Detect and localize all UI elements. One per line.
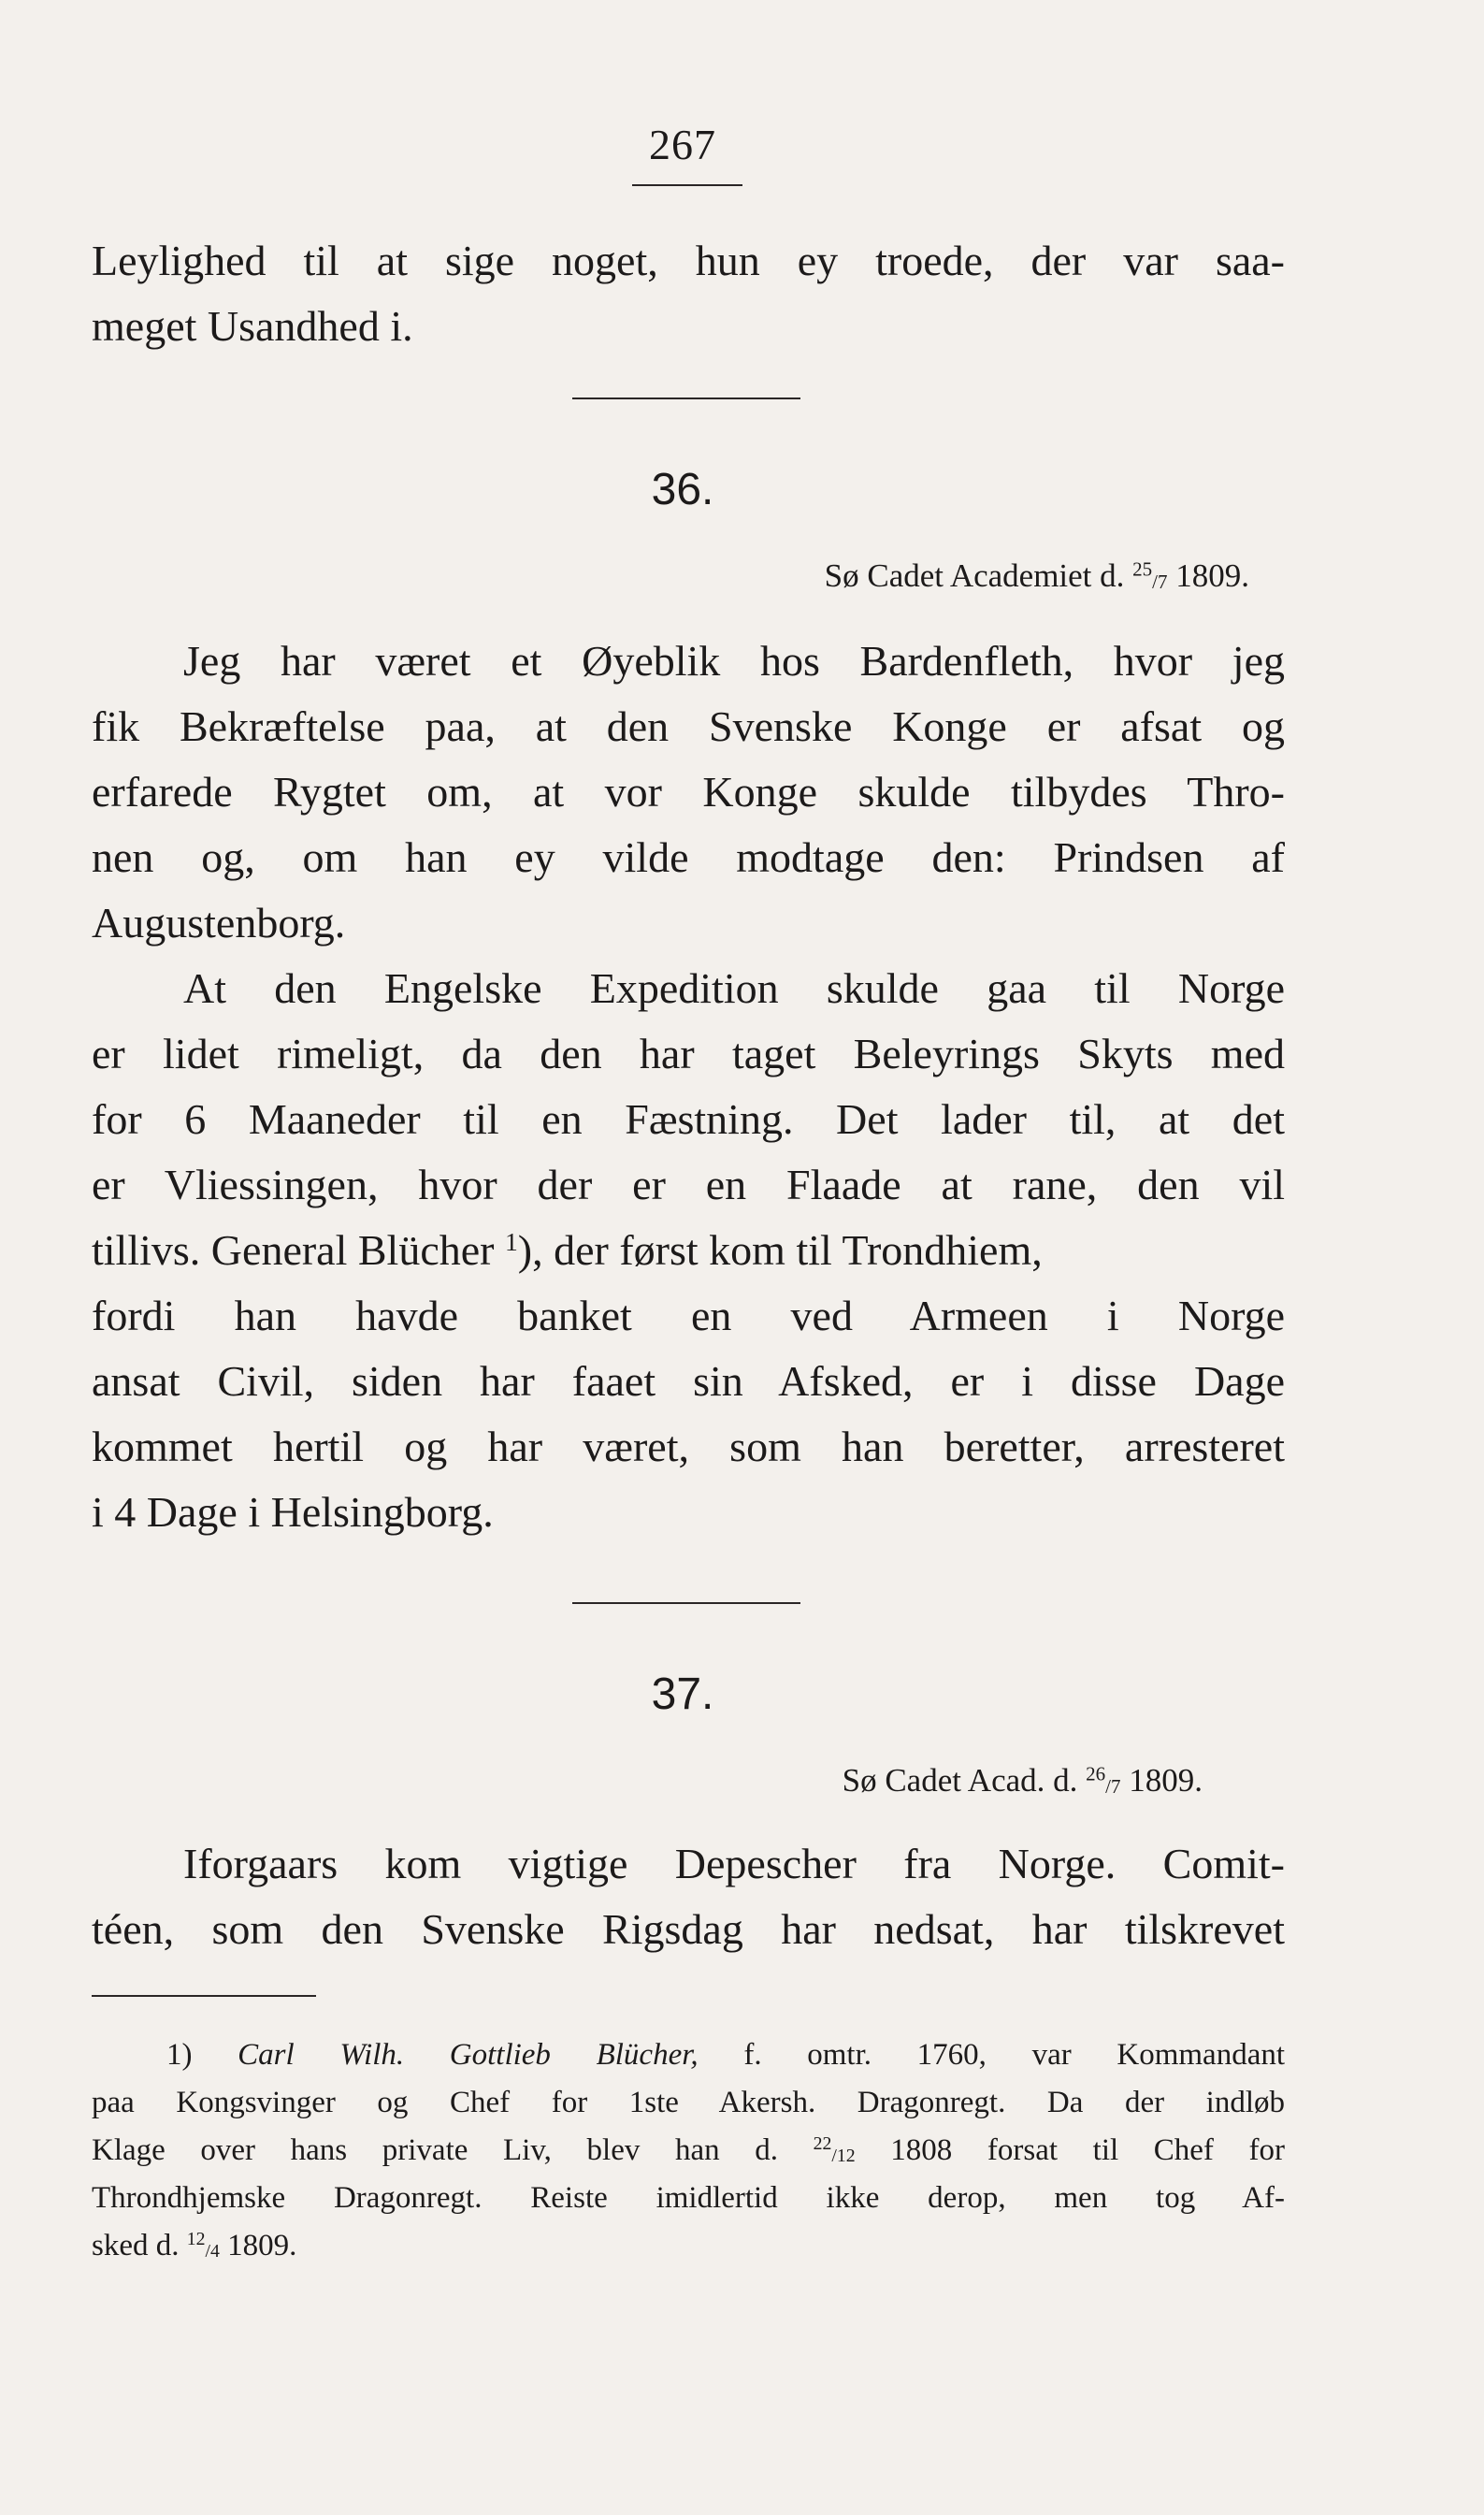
date-month: /12: [831, 2145, 856, 2166]
footnote-rule: [92, 1995, 316, 1997]
footnote-person-name: Carl Wilh. Gottlieb Blücher,: [238, 2038, 699, 2072]
footnote-line: sked d. $^{12}_{/4}$ 1809.: [92, 2229, 297, 2262]
text-line: for 6 Maaneder til en Fæstning. Det lader til, at det: [92, 1095, 1285, 1143]
date-day: 26: [1086, 1762, 1106, 1785]
text-line: meget Usandhed i.: [92, 302, 413, 350]
section-divider: [572, 397, 800, 399]
text-line: Iforgaars kom vigtige Depescher fra Norge. Comit-: [183, 1840, 1285, 1887]
date-month: /7: [1105, 1775, 1121, 1799]
dateline-place: Sø Cadet Acad. d.: [842, 1762, 1078, 1799]
footnote-line: paa Kongsvinger og Chef for 1ste Akersh. Dragonregt. Da der indløb: [92, 2086, 1285, 2119]
date-year: 1809.: [1129, 1762, 1203, 1799]
date-day: 25: [1132, 557, 1153, 581]
section-number: 37.: [651, 1669, 714, 1719]
page-number: 267: [649, 121, 716, 168]
paragraph: [92, 1831, 1285, 1962]
letter-dateline: [561, 1762, 1203, 1800]
footnote-line: Klage over hans private Liv, blev han d. $^{22}_{/12}$ 1808 forsat til Chef for: [92, 2133, 1285, 2167]
text-segment: tillivs. General Blücher $^1$), der først kom til Trondhiem,: [92, 1226, 1043, 1274]
date-day: 22: [813, 2133, 832, 2155]
text-line: i 4 Dage i Helsingborg.: [92, 1488, 494, 1536]
footnote-text: f. omtr. 1760, var Kommandant: [743, 2038, 1285, 2072]
footnote-line: [92, 2031, 1285, 2079]
footnote-reference: 1: [505, 1226, 518, 1256]
footnote-marker: 1): [166, 2038, 193, 2072]
text-line: kommet hertil og har været, som han beretter, arresteret: [92, 1423, 1285, 1470]
text-line: ansat Civil, siden har faaet sin Afsked, er i disse Dage: [92, 1357, 1285, 1405]
section-number: 36.: [651, 465, 714, 514]
text-line: téen, som den Svenske Rigsdag har nedsat, har tilskrevet: [92, 1905, 1285, 1953]
text-line: Augustenborg.: [92, 899, 346, 947]
text-line: Jeg har været et Øyeblik hos Bardenfleth, hvor jeg: [183, 637, 1285, 685]
text-line: er Vliessingen, hvor der er en Flaade at rane, den vil: [92, 1161, 1285, 1208]
page-number-rule: [632, 184, 742, 186]
text-line: fordi han havde banket en ved Armeen i Norge: [92, 1292, 1285, 1339]
paragraph: [92, 956, 1285, 1545]
text-line: Leylighed til at sige noget, hun ey troede, der var saa-: [92, 237, 1285, 284]
dateline-place: Sø Cadet Academiet d.: [824, 557, 1125, 594]
text-line: At den Engelske Expedition skulde gaa til Norge: [183, 964, 1285, 1012]
text-line: nen og, om han ey vilde modtage den: Prindsen af: [92, 833, 1285, 881]
section-divider: [572, 1602, 800, 1604]
letter-dateline: [561, 557, 1249, 595]
footnote: [92, 2031, 1285, 2270]
paragraph: [92, 629, 1285, 956]
text-line: fik Bekræftelse paa, at den Svenske Konge er afsat og: [92, 702, 1285, 750]
text-line: er lidet rimeligt, da den har taget Beleyrings Skyts med: [92, 1030, 1285, 1077]
date-month: /7: [1152, 571, 1168, 594]
intro-paragraph: [92, 228, 1285, 359]
text-line: erfarede Rygtet om, at vor Konge skulde tilbydes Thro-: [92, 768, 1285, 816]
date-day: 12: [186, 2229, 206, 2250]
text-line: [92, 1218, 1285, 1283]
date-month: /4: [205, 2240, 220, 2262]
footnote-line: Throndhjemske Dragonregt. Reiste imidlertid ikke derop, men tog Af-: [92, 2181, 1285, 2215]
date-year: 1809.: [1175, 557, 1249, 594]
